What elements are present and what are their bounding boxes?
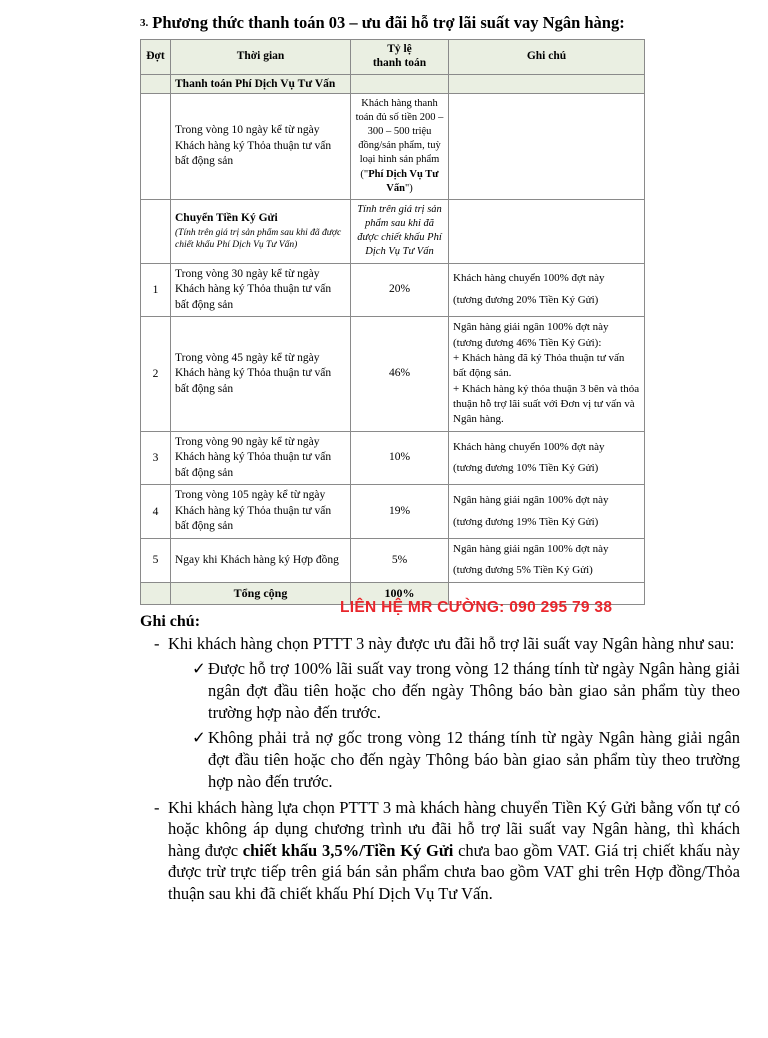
- note-subitem-2: [192, 727, 740, 792]
- note-item-2: [154, 797, 740, 904]
- note-item-2-bold: chiết khấu 3,5%/Tiền Ký Gửi: [242, 840, 454, 860]
- fee-row-dot: [141, 93, 171, 199]
- total-dot: [141, 582, 171, 604]
- fee-row-rate-prefix: Khách hàng thanh toán đủ số tiền 200 – 300 – 500 triệu đồng/sản phẩm, tuỳ loại hình sản phẩm (": [355, 97, 444, 180]
- contact-watermark: LIÊN HỆ MR CƯỜNG: 090 295 79 38: [340, 598, 613, 616]
- row-3-rate: 10%: [351, 431, 449, 485]
- heading-text: Phương thức thanh toán 03 – ưu đãi hỗ trợ lãi suất vay Ngân hàng:: [152, 13, 625, 32]
- row-1-time: Trong vòng 30 ngày kể từ ngày Khách hàng ký Thỏa thuận tư vấn bất động sản: [171, 263, 351, 317]
- header-dot: Đợt: [141, 40, 171, 75]
- note-item-2-text: [168, 797, 740, 904]
- row-3-time: Trong vòng 90 ngày kể từ ngày Khách hàng ký Thỏa thuận tư vấn bất động sản: [171, 431, 351, 485]
- total-rate: 100%: [351, 582, 449, 604]
- note-item-1: [154, 633, 740, 654]
- row-2-rate: 46%: [351, 317, 449, 432]
- section-fee-label: Thanh toán Phí Dịch Vụ Tư Vấn: [171, 74, 351, 93]
- note-item-2-marker: -: [154, 797, 160, 817]
- note-item-1-text: Khi khách hàng chọn PTTT 3 này được ưu đãi hỗ trợ lãi suất vay Ngân hàng như sau:: [168, 633, 735, 653]
- table-row: [141, 431, 645, 485]
- fee-row-rate: [351, 93, 449, 199]
- row-5-note-line-2: (tương đương 5% Tiền Ký Gửi): [453, 564, 593, 577]
- note-subitem-1: [192, 658, 740, 723]
- header-rate-line2: thanh toán: [372, 56, 427, 69]
- row-2-note-line-4: + Khách hàng ký thỏa thuận 3 bên và thỏa thuận hỗ trợ lãi suất với Đơn vị tư vấn và Ngân hàng.: [453, 382, 640, 426]
- row-1-note: [449, 263, 645, 317]
- row-4-dot: 4: [141, 485, 171, 539]
- note-item-2-prefix: Khi khách hàng lựa chọn PTTT 3 mà khách hàng chuyển Tiền Ký Gửi bằng vốn tự có hoặc không áp dụng chương trình ưu đãi hỗ trợ lãi suất vay Ngân hàng, thì khách hàng được: [168, 797, 740, 860]
- section-deposit-title: Chuyển Tiền Ký Gửi: [175, 212, 278, 225]
- table-row: [141, 485, 645, 539]
- row-4-note-line-2: (tương đương 19% Tiền Ký Gửi): [453, 515, 599, 528]
- row-3-note-line-1: Khách hàng chuyển 100% đợt này: [453, 440, 605, 453]
- row-1-dot: 1: [141, 263, 171, 317]
- fee-row-note: [449, 93, 645, 199]
- section-row-fee: [141, 74, 645, 93]
- total-label: Tổng cộng: [171, 582, 351, 604]
- section-deposit-label: [171, 199, 351, 263]
- row-4-time: Trong vòng 105 ngày kể từ ngày Khách hàng ký Thỏa thuận tư vấn bất động sản: [171, 485, 351, 539]
- section-deposit-subtitle: (Tính trên giá trị sản phẩm sau khi đã được chiết khấu Phí Dịch Vụ Tư Vấn): [175, 227, 342, 250]
- table-row: [141, 538, 645, 582]
- row-3-note-line-2: (tương đương 10% Tiền Ký Gửi): [453, 462, 599, 475]
- row-4-note: [449, 485, 645, 539]
- row-2-note: [449, 317, 645, 432]
- payment-schedule-table: [140, 39, 645, 605]
- note-subitem-2-text: Không phải trả nợ gốc trong vòng 12 tháng tính từ ngày Ngân hàng giải ngân đợt đầu tiên hoặc cho đến ngày Thông báo bàn giao sản phẩm tùy theo trường hợp nào đến trước.: [208, 728, 740, 792]
- row-5-dot: 5: [141, 538, 171, 582]
- row-5-time: Ngay khi Khách hàng ký Hợp đồng: [171, 538, 351, 582]
- heading-number: 3.: [140, 17, 149, 29]
- row-5-note-line-1: Ngân hàng giải ngân 100% đợt này: [453, 542, 609, 555]
- row-4-note-line-1: Ngân hàng giải ngân 100% đợt này: [453, 494, 609, 507]
- document-page: [0, 12, 768, 1038]
- section-deposit-note: [449, 199, 645, 263]
- section-fee-note: [449, 74, 645, 93]
- header-rate-line1: Tỷ lệ: [387, 43, 412, 56]
- row-1-note-line-1: Khách hàng chuyển 100% đợt này: [453, 272, 605, 285]
- row-2-note-line-3: + Khách hàng đã ký Thỏa thuận tư vấn bất động sản.: [453, 351, 625, 380]
- section-fee-rate: [351, 74, 449, 93]
- row-4-rate: 19%: [351, 485, 449, 539]
- fee-row-rate-bold: Phí Dịch Vụ Tư Vấn: [368, 168, 439, 194]
- notes-title: Ghi chú:: [140, 612, 201, 630]
- note-subitem-1-marker: ✓: [192, 659, 206, 679]
- notes-section: [140, 598, 740, 904]
- table-header-row: [141, 40, 645, 75]
- section-row-deposit: [141, 199, 645, 263]
- note-item-1-marker: -: [154, 633, 160, 653]
- row-2-dot: 2: [141, 317, 171, 432]
- header-time: Thời gian: [171, 40, 351, 75]
- header-rate: [351, 40, 449, 75]
- row-1-note-line-2: (tương đương 20% Tiền Ký Gửi): [453, 293, 599, 306]
- row-2-note-line-1: Ngân hàng giải ngân 100% đợt này: [453, 321, 609, 334]
- note-subitem-2-marker: ✓: [192, 728, 206, 748]
- section-fee-dot: [141, 74, 171, 93]
- fee-row-rate-suffix: "): [404, 182, 413, 194]
- row-3-note: [449, 431, 645, 485]
- row-3-dot: 3: [141, 431, 171, 485]
- note-subitem-1-text: Được hỗ trợ 100% lãi suất vay trong vòng 12 tháng tính từ ngày Ngân hàng giải ngân đợt đầu tiên hoặc cho đến ngày Thông báo bàn giao sản phẩm tùy theo trường hợp nào đến trước.: [208, 659, 740, 722]
- row-5-note: [449, 538, 645, 582]
- row-5-rate: 5%: [351, 538, 449, 582]
- note-item-2-suffix: chưa bao gồm VAT. Giá trị chiết khấu này được trừ trực tiếp trên giá bán sản phẩm chưa bao gồm VAT ghi trên Hợp đồng/Thỏa thuận sau khi đã chiết khấu Phí Dịch Vụ Tư Vấn.: [168, 840, 740, 903]
- table-row: [141, 263, 645, 317]
- section-deposit-dot: [141, 199, 171, 263]
- table-row: [141, 317, 645, 432]
- section-deposit-rate: Tính trên giá trị sản phẩm sau khi đã được chiết khấu Phí Dịch Vụ Tư Vấn: [351, 199, 449, 263]
- row-2-time: Trong vòng 45 ngày kể từ ngày Khách hàng ký Thỏa thuận tư vấn bất động sản: [171, 317, 351, 432]
- fee-row-time: Trong vòng 10 ngày kể từ ngày Khách hàng ký Thỏa thuận tư vấn bất động sản: [171, 93, 351, 199]
- row-1-rate: 20%: [351, 263, 449, 317]
- row-2-note-line-2: (tương đương 46% Tiền Ký Gửi):: [453, 336, 602, 349]
- section-heading: [140, 12, 738, 33]
- table-row: [141, 93, 645, 199]
- header-note: Ghi chú: [449, 40, 645, 75]
